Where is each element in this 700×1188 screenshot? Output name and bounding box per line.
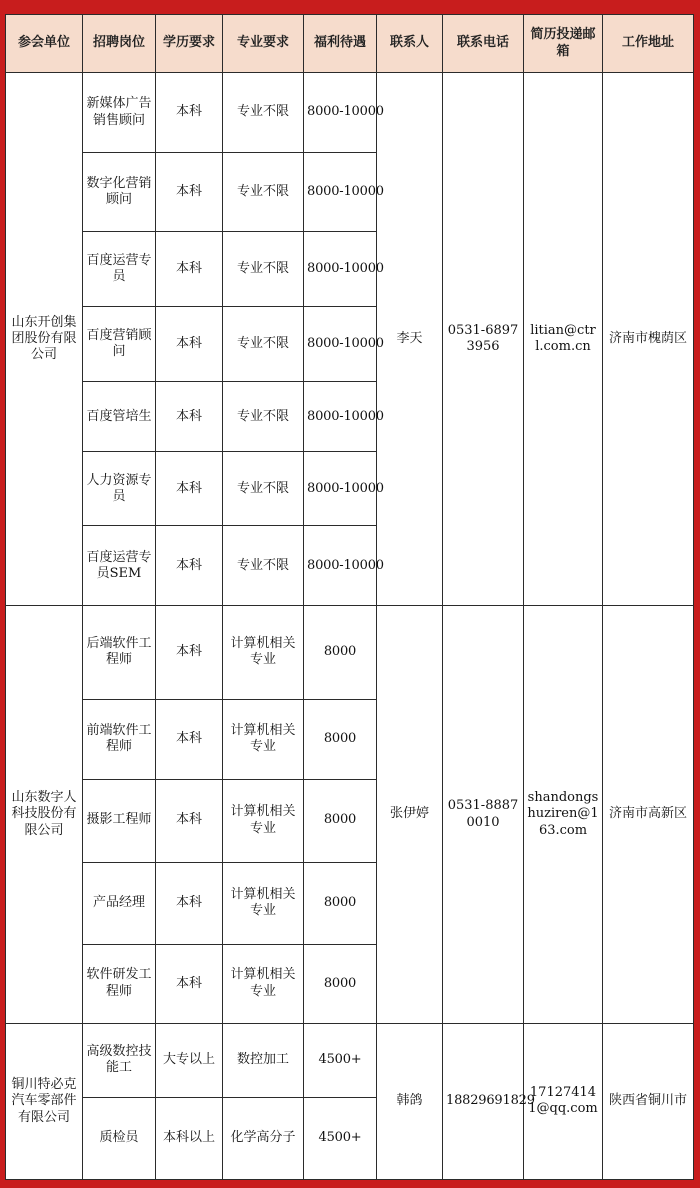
job-education: 本科 xyxy=(156,862,223,944)
job-salary: 8000 xyxy=(304,699,377,779)
job-education: 本科 xyxy=(156,452,223,526)
job-major: 专业不限 xyxy=(223,526,304,606)
recruitment-table xyxy=(5,14,694,1180)
job-position: 后端软件工程师 xyxy=(83,606,156,699)
job-salary: 8000-10000 xyxy=(304,452,377,526)
job-major: 计算机相关专业 xyxy=(223,606,304,699)
job-position: 摄影工程师 xyxy=(83,779,156,862)
job-education: 本科 xyxy=(156,73,223,153)
job-education: 本科 xyxy=(156,153,223,232)
bottom-border-strip xyxy=(0,1180,700,1188)
contact-person: 李天 xyxy=(377,73,443,606)
work-address: 济南市槐荫区 xyxy=(603,73,694,606)
job-position: 高级数控技能工 xyxy=(83,1023,156,1097)
job-major: 计算机相关专业 xyxy=(223,779,304,862)
company-name: 铜川特必克汽车零部件有限公司 xyxy=(6,1023,83,1179)
header-address: 工作地址 xyxy=(603,15,694,73)
job-position: 百度管培生 xyxy=(83,382,156,452)
job-position: 百度运营专员SEM xyxy=(83,526,156,606)
job-major: 专业不限 xyxy=(223,382,304,452)
job-major: 专业不限 xyxy=(223,452,304,526)
job-major: 计算机相关专业 xyxy=(223,699,304,779)
header-education: 学历要求 xyxy=(156,15,223,73)
job-education: 本科 xyxy=(156,232,223,307)
work-address: 济南市高新区 xyxy=(603,606,694,1023)
header-contact: 联系人 xyxy=(377,15,443,73)
contact-person: 韩鸽 xyxy=(377,1023,443,1179)
job-salary: 8000-10000 xyxy=(304,153,377,232)
job-salary: 4500+ xyxy=(304,1023,377,1097)
job-major: 数控加工 xyxy=(223,1023,304,1097)
job-education: 本科 xyxy=(156,606,223,699)
table-row xyxy=(6,606,694,699)
company-name: 山东开创集团股份有限公司 xyxy=(6,73,83,606)
contact-phone: 18829691829 xyxy=(443,1023,524,1179)
job-education: 本科以上 xyxy=(156,1097,223,1179)
job-education: 本科 xyxy=(156,526,223,606)
header-phone: 联系电话 xyxy=(443,15,524,73)
header-salary: 福利待遇 xyxy=(304,15,377,73)
job-education: 本科 xyxy=(156,779,223,862)
job-position: 人力资源专员 xyxy=(83,452,156,526)
job-position: 数字化营销顾问 xyxy=(83,153,156,232)
job-major: 专业不限 xyxy=(223,232,304,307)
company-name: 山东数字人科技股份有限公司 xyxy=(6,606,83,1023)
header-row xyxy=(6,15,694,73)
header-company: 参会单位 xyxy=(6,15,83,73)
job-major: 专业不限 xyxy=(223,307,304,382)
job-position: 新媒体广告销售顾问 xyxy=(83,73,156,153)
table-row xyxy=(6,73,694,153)
job-salary: 8000-10000 xyxy=(304,232,377,307)
job-major: 计算机相关专业 xyxy=(223,862,304,944)
job-major: 专业不限 xyxy=(223,153,304,232)
header-major: 专业要求 xyxy=(223,15,304,73)
work-address: 陕西省铜川市 xyxy=(603,1023,694,1179)
job-position: 百度运营专员 xyxy=(83,232,156,307)
job-major: 化学高分子 xyxy=(223,1097,304,1179)
job-education: 本科 xyxy=(156,944,223,1023)
header-email: 简历投递邮箱 xyxy=(524,15,603,73)
job-salary: 8000 xyxy=(304,779,377,862)
job-education: 本科 xyxy=(156,382,223,452)
job-salary: 8000 xyxy=(304,606,377,699)
job-position: 质检员 xyxy=(83,1097,156,1179)
contact-phone: 0531-88870010 xyxy=(443,606,524,1023)
job-education: 大专以上 xyxy=(156,1023,223,1097)
job-major: 计算机相关专业 xyxy=(223,944,304,1023)
contact-person: 张伊婷 xyxy=(377,606,443,1023)
job-salary: 8000-10000 xyxy=(304,73,377,153)
job-salary: 8000-10000 xyxy=(304,382,377,452)
header-position: 招聘岗位 xyxy=(83,15,156,73)
job-salary: 8000-10000 xyxy=(304,307,377,382)
job-education: 本科 xyxy=(156,307,223,382)
job-position: 前端软件工程师 xyxy=(83,699,156,779)
job-salary: 4500+ xyxy=(304,1097,377,1179)
job-major: 专业不限 xyxy=(223,73,304,153)
job-position: 软件研发工程师 xyxy=(83,944,156,1023)
job-salary: 8000-10000 xyxy=(304,526,377,606)
job-salary: 8000 xyxy=(304,862,377,944)
job-position: 百度营销顾问 xyxy=(83,307,156,382)
resume-email[interactable]: 171274141@qq.com xyxy=(524,1023,603,1179)
job-education: 本科 xyxy=(156,699,223,779)
resume-email[interactable]: litian@ctrl.com.cn xyxy=(524,73,603,606)
contact-phone: 0531-68973956 xyxy=(443,73,524,606)
job-salary: 8000 xyxy=(304,944,377,1023)
table-row xyxy=(6,1023,694,1097)
job-position: 产品经理 xyxy=(83,862,156,944)
resume-email[interactable]: shandongshuziren@163.com xyxy=(524,606,603,1023)
